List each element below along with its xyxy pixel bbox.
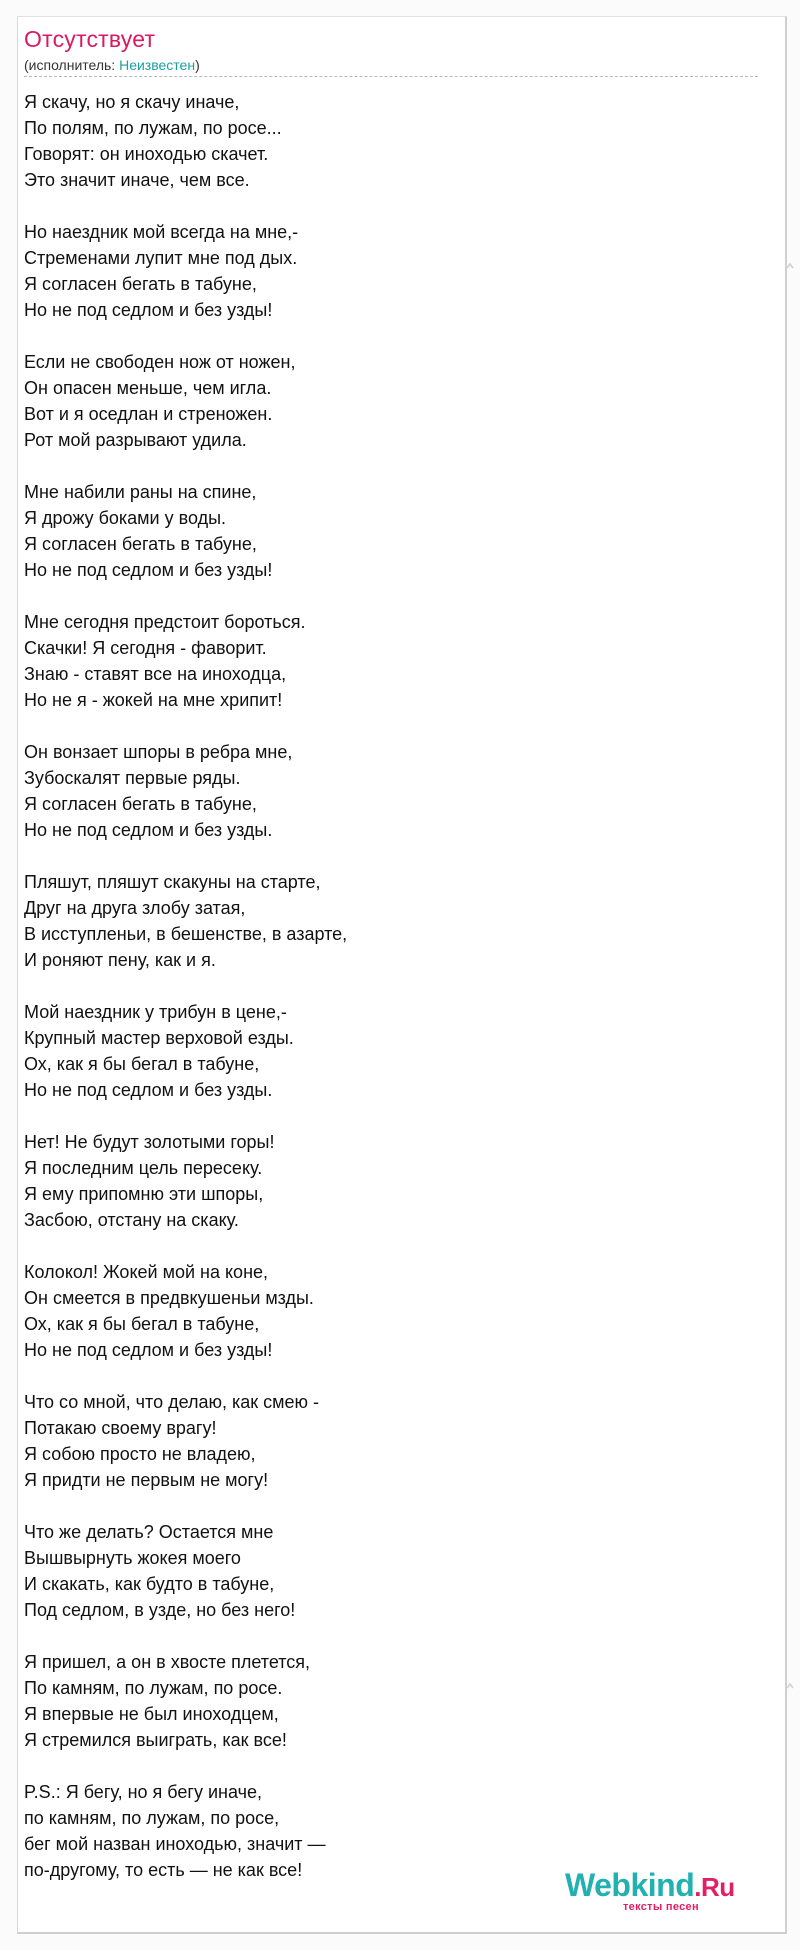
lyric-line: Вот и я оседлан и стреножен. bbox=[24, 404, 273, 424]
performer-link[interactable]: Неизвестен bbox=[119, 57, 196, 73]
logo-tagline: тексты песен bbox=[623, 1901, 699, 1913]
lyric-line: Но не под седлом и без узды! bbox=[24, 300, 273, 320]
lyric-line: И скакать, как будто в табуне, bbox=[24, 1574, 275, 1594]
stanza bbox=[24, 1519, 744, 1623]
lyric-line: Знаю - ставят все на иноходца, bbox=[24, 664, 287, 684]
stanza bbox=[24, 1129, 744, 1233]
lyric-line: Но не под седлом и без узды. bbox=[24, 1080, 273, 1100]
logo-wordmark bbox=[565, 1867, 735, 1905]
lyric-line: Скачки! Я сегодня - фаворит. bbox=[24, 638, 267, 658]
lyric-line: Я придти не первым не могу! bbox=[24, 1470, 269, 1490]
performer-line bbox=[24, 57, 200, 73]
stanza bbox=[24, 609, 744, 713]
lyric-line: Я дрожу боками у воды. bbox=[24, 508, 227, 528]
stanza bbox=[24, 479, 744, 583]
title-divider bbox=[24, 76, 758, 77]
lyric-line: Засбою, отстану на скаку. bbox=[24, 1210, 239, 1230]
site-logo[interactable] bbox=[565, 1867, 765, 1911]
lyric-line: И роняют пену, как и я. bbox=[24, 950, 216, 970]
stanza bbox=[24, 999, 744, 1103]
lyric-line: P.S.: Я бегу, но я бегу иначе, bbox=[24, 1782, 262, 1802]
lyric-line: бег мой назван иноходью, значит — bbox=[24, 1834, 326, 1854]
lyric-line: Я собою просто не владею, bbox=[24, 1444, 256, 1464]
stanza bbox=[24, 739, 744, 843]
lyric-line: Мой наездник у трибун в цене,- bbox=[24, 1002, 287, 1022]
lyric-line: Я скачу, но я скачу иначе, bbox=[24, 92, 240, 112]
performer-suffix: ) bbox=[195, 57, 200, 73]
stanza bbox=[24, 219, 744, 323]
lyric-line: Я ему припомню эти шпоры, bbox=[24, 1184, 264, 1204]
lyric-line: Я согласен бегать в табуне, bbox=[24, 794, 257, 814]
lyric-line: Нет! Не будут золотыми горы! bbox=[24, 1132, 275, 1152]
song-title: Отсутствует bbox=[24, 26, 156, 52]
lyric-line: Если не свободен нож от ножен, bbox=[24, 352, 296, 372]
lyric-line: Рот мой разрывают удила. bbox=[24, 430, 247, 450]
lyric-line: Крупный мастер верховой езды. bbox=[24, 1028, 294, 1048]
stanza bbox=[24, 869, 744, 973]
lyric-line: Он смеется в предвкушеньи мзды. bbox=[24, 1288, 314, 1308]
scroll-arrow-icon bbox=[786, 1682, 794, 1690]
stanza bbox=[24, 1389, 744, 1493]
lyric-line: по-другому, то есть — не как все! bbox=[24, 1860, 303, 1880]
logo-tld: .Ru bbox=[694, 1872, 735, 1902]
lyric-line: Но не я - жокей на мне хрипит! bbox=[24, 690, 283, 710]
lyric-line: По камням, по лужам, по росе. bbox=[24, 1678, 283, 1698]
logo-name: Webkind bbox=[565, 1867, 695, 1903]
lyric-line: Вышвырнуть жокея моего bbox=[24, 1548, 241, 1568]
lyric-line: Говорят: он иноходью скачет. bbox=[24, 144, 269, 164]
lyric-line: Колокол! Жокей мой на коне, bbox=[24, 1262, 269, 1282]
lyric-line: Я последним цель пересеку. bbox=[24, 1158, 263, 1178]
lyric-line: Зубоскалят первые ряды. bbox=[24, 768, 241, 788]
lyric-line: Друг на друга злобу затая, bbox=[24, 898, 246, 918]
lyrics-text bbox=[24, 89, 744, 1909]
lyric-line: Я пришел, а он в хвосте плетется, bbox=[24, 1652, 311, 1672]
lyric-line: Это значит иначе, чем все. bbox=[24, 170, 250, 190]
lyric-line: Мне набили раны на спине, bbox=[24, 482, 257, 502]
performer-prefix: (исполнитель: bbox=[24, 57, 120, 73]
lyric-line: Я впервые не был иноходцем, bbox=[24, 1704, 279, 1724]
scroll-arrow-icon bbox=[786, 262, 794, 270]
lyric-line: Что со мной, что делаю, как смею - bbox=[24, 1392, 320, 1412]
stanza bbox=[24, 1259, 744, 1363]
lyric-line: Стременами лупит мне под дых. bbox=[24, 248, 298, 268]
lyric-line: по камням, по лужам, по росе, bbox=[24, 1808, 280, 1828]
lyric-line: Я стремился выиграть, как все! bbox=[24, 1730, 287, 1750]
lyric-line: Он вонзает шпоры в ребра мне, bbox=[24, 742, 293, 762]
lyric-line: Ох, как я бы бегал в табуне, bbox=[24, 1054, 260, 1074]
lyric-line: Что же делать? Остается мне bbox=[24, 1522, 274, 1542]
stanza bbox=[24, 1649, 744, 1753]
lyric-line: В исступленьи, в бешенстве, в азарте, bbox=[24, 924, 348, 944]
lyric-line: Я согласен бегать в табуне, bbox=[24, 534, 257, 554]
lyric-line: Он опасен меньше, чем игла. bbox=[24, 378, 272, 398]
stanza bbox=[24, 349, 744, 453]
lyric-line: Но не под седлом и без узды. bbox=[24, 820, 273, 840]
lyric-line: По полям, по лужам, по росе... bbox=[24, 118, 282, 138]
lyric-line: Пляшут, пляшут скакуны на старте, bbox=[24, 872, 321, 892]
lyric-line: Но наездник мой всегда на мне,- bbox=[24, 222, 299, 242]
stanza bbox=[24, 89, 744, 193]
lyric-line: Но не под седлом и без узды! bbox=[24, 1340, 273, 1360]
lyric-line: Ох, как я бы бегал в табуне, bbox=[24, 1314, 260, 1334]
lyric-line: Под седлом, в узде, но без него! bbox=[24, 1600, 296, 1620]
lyric-line: Но не под седлом и без узды! bbox=[24, 560, 273, 580]
lyric-line: Мне сегодня предстоит бороться. bbox=[24, 612, 306, 632]
lyric-line: Потакаю своему врагу! bbox=[24, 1418, 217, 1438]
lyric-line: Я согласен бегать в табуне, bbox=[24, 274, 257, 294]
